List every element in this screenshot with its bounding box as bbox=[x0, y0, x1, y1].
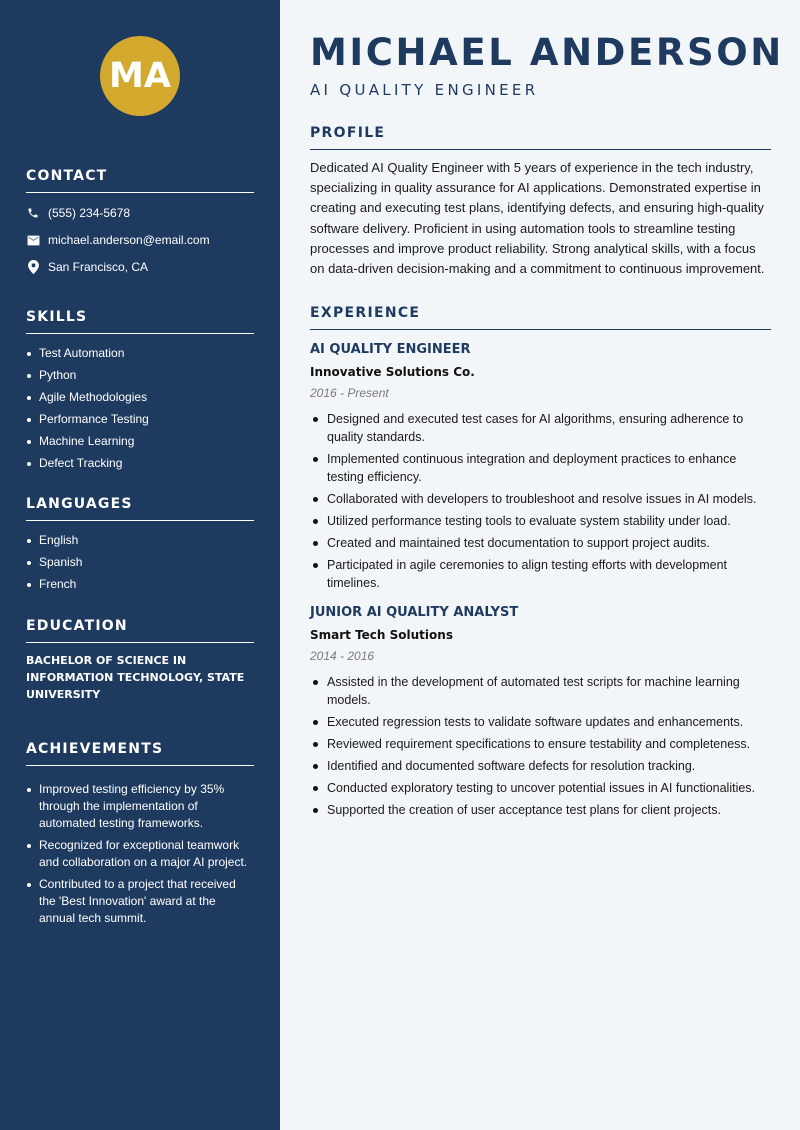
job-bullet: Participated in agile ceremonies to align testing efforts with development timelines. bbox=[310, 556, 771, 592]
languages-section bbox=[26, 496, 254, 593]
job-bullet: Supported the creation of user acceptance test plans for client projects. bbox=[310, 801, 771, 819]
skill-item: Defect Tracking bbox=[26, 455, 254, 472]
education-section bbox=[26, 618, 254, 703]
achievement-item: Recognized for exceptional teamwork and collaboration on a major AI project. bbox=[26, 837, 254, 871]
job-title: AI QUALITY ENGINEER bbox=[310, 342, 471, 358]
company-name: Smart Tech Solutions bbox=[310, 628, 453, 643]
skill-item: Test Automation bbox=[26, 345, 254, 362]
email-icon bbox=[26, 233, 40, 247]
contact-section bbox=[26, 168, 254, 274]
skills-list bbox=[26, 345, 254, 472]
full-name: MICHAEL ANDERSON bbox=[310, 31, 784, 74]
location-pin-icon bbox=[26, 260, 40, 274]
job-bullet: Created and maintained test documentation to support project audits. bbox=[310, 534, 771, 552]
language-item: Spanish bbox=[26, 554, 254, 571]
job-bullet: Reviewed requirement specifications to ensure testability and completeness. bbox=[310, 735, 771, 753]
job-dates: 2016 - Present bbox=[310, 386, 389, 401]
skill-item: Performance Testing bbox=[26, 411, 254, 428]
achievement-item: Contributed to a project that received the 'Best Innovation' award at the annual tech summit. bbox=[26, 876, 254, 927]
job-title-header: AI QUALITY ENGINEER bbox=[310, 81, 539, 99]
phone-icon bbox=[26, 206, 40, 220]
job-bullets bbox=[310, 673, 771, 819]
contact-heading: CONTACT bbox=[26, 168, 254, 193]
email-address[interactable]: michael.anderson@email.com bbox=[48, 233, 210, 247]
phone-number[interactable]: (555) 234-5678 bbox=[48, 206, 131, 220]
achievements-list bbox=[26, 781, 254, 927]
job-entry bbox=[310, 342, 771, 592]
language-item: French bbox=[26, 576, 254, 593]
job-entry bbox=[310, 605, 771, 819]
profile-text: Dedicated AI Quality Engineer with 5 years of experience in the tech industry, specializing in quality assurance for AI applications. Demonstrated expertise in creating and executing test plans, identifying defects, and ensuring high-quality software delivery. Proficient in using automation tools to streamline testing processes and improve product reliability. Strong analytical skills, with a focus on data-driven decision-making and a commitment to continuous improvement. bbox=[310, 160, 765, 277]
job-bullet: Designed and executed test cases for AI algorithms, ensuring adherence to quality standards. bbox=[310, 410, 771, 446]
education-degree: BACHELOR OF SCIENCE IN INFORMATION TECHNOLOGY, STATE UNIVERSITY bbox=[26, 654, 245, 701]
profile-section bbox=[310, 125, 771, 279]
job-bullet: Implemented continuous integration and deployment practices to enhance testing efficiency. bbox=[310, 450, 771, 486]
skills-section bbox=[26, 309, 254, 472]
location-text: San Francisco, CA bbox=[48, 260, 149, 274]
avatar bbox=[100, 36, 180, 116]
skills-heading: SKILLS bbox=[26, 309, 254, 334]
education-heading: EDUCATION bbox=[26, 618, 254, 643]
skill-item: Machine Learning bbox=[26, 433, 254, 450]
job-bullet: Executed regression tests to validate software updates and enhancements. bbox=[310, 713, 771, 731]
experience-section bbox=[310, 305, 771, 819]
achievement-item: Improved testing efficiency by 35% through the implementation of automated testing frameworks. bbox=[26, 781, 254, 832]
contact-phone bbox=[26, 206, 254, 220]
skill-item: Agile Methodologies bbox=[26, 389, 254, 406]
job-title: JUNIOR AI QUALITY ANALYST bbox=[310, 605, 519, 621]
company-name: Innovative Solutions Co. bbox=[310, 365, 475, 380]
job-bullets bbox=[310, 410, 771, 592]
job-bullet: Utilized performance testing tools to evaluate system stability under load. bbox=[310, 512, 771, 530]
job-bullet: Conducted exploratory testing to uncover potential issues in AI functionalities. bbox=[310, 779, 771, 797]
languages-list bbox=[26, 532, 254, 593]
experience-heading: EXPERIENCE bbox=[310, 305, 771, 330]
main-content bbox=[280, 0, 800, 1130]
contact-location bbox=[26, 260, 254, 274]
achievements-heading: ACHIEVEMENTS bbox=[26, 741, 254, 766]
language-item: English bbox=[26, 532, 254, 549]
contact-email bbox=[26, 233, 254, 247]
job-dates: 2014 - 2016 bbox=[310, 649, 375, 664]
languages-heading: LANGUAGES bbox=[26, 496, 254, 521]
job-bullet: Collaborated with developers to troubleshoot and resolve issues in AI models. bbox=[310, 490, 771, 508]
skill-item: Python bbox=[26, 367, 254, 384]
job-bullet: Identified and documented software defects for resolution tracking. bbox=[310, 757, 771, 775]
avatar-initials: MA bbox=[109, 56, 171, 96]
sidebar bbox=[0, 0, 280, 1130]
profile-heading: PROFILE bbox=[310, 125, 771, 150]
job-bullet: Assisted in the development of automated test scripts for machine learning models. bbox=[310, 673, 771, 709]
achievements-section bbox=[26, 741, 254, 927]
